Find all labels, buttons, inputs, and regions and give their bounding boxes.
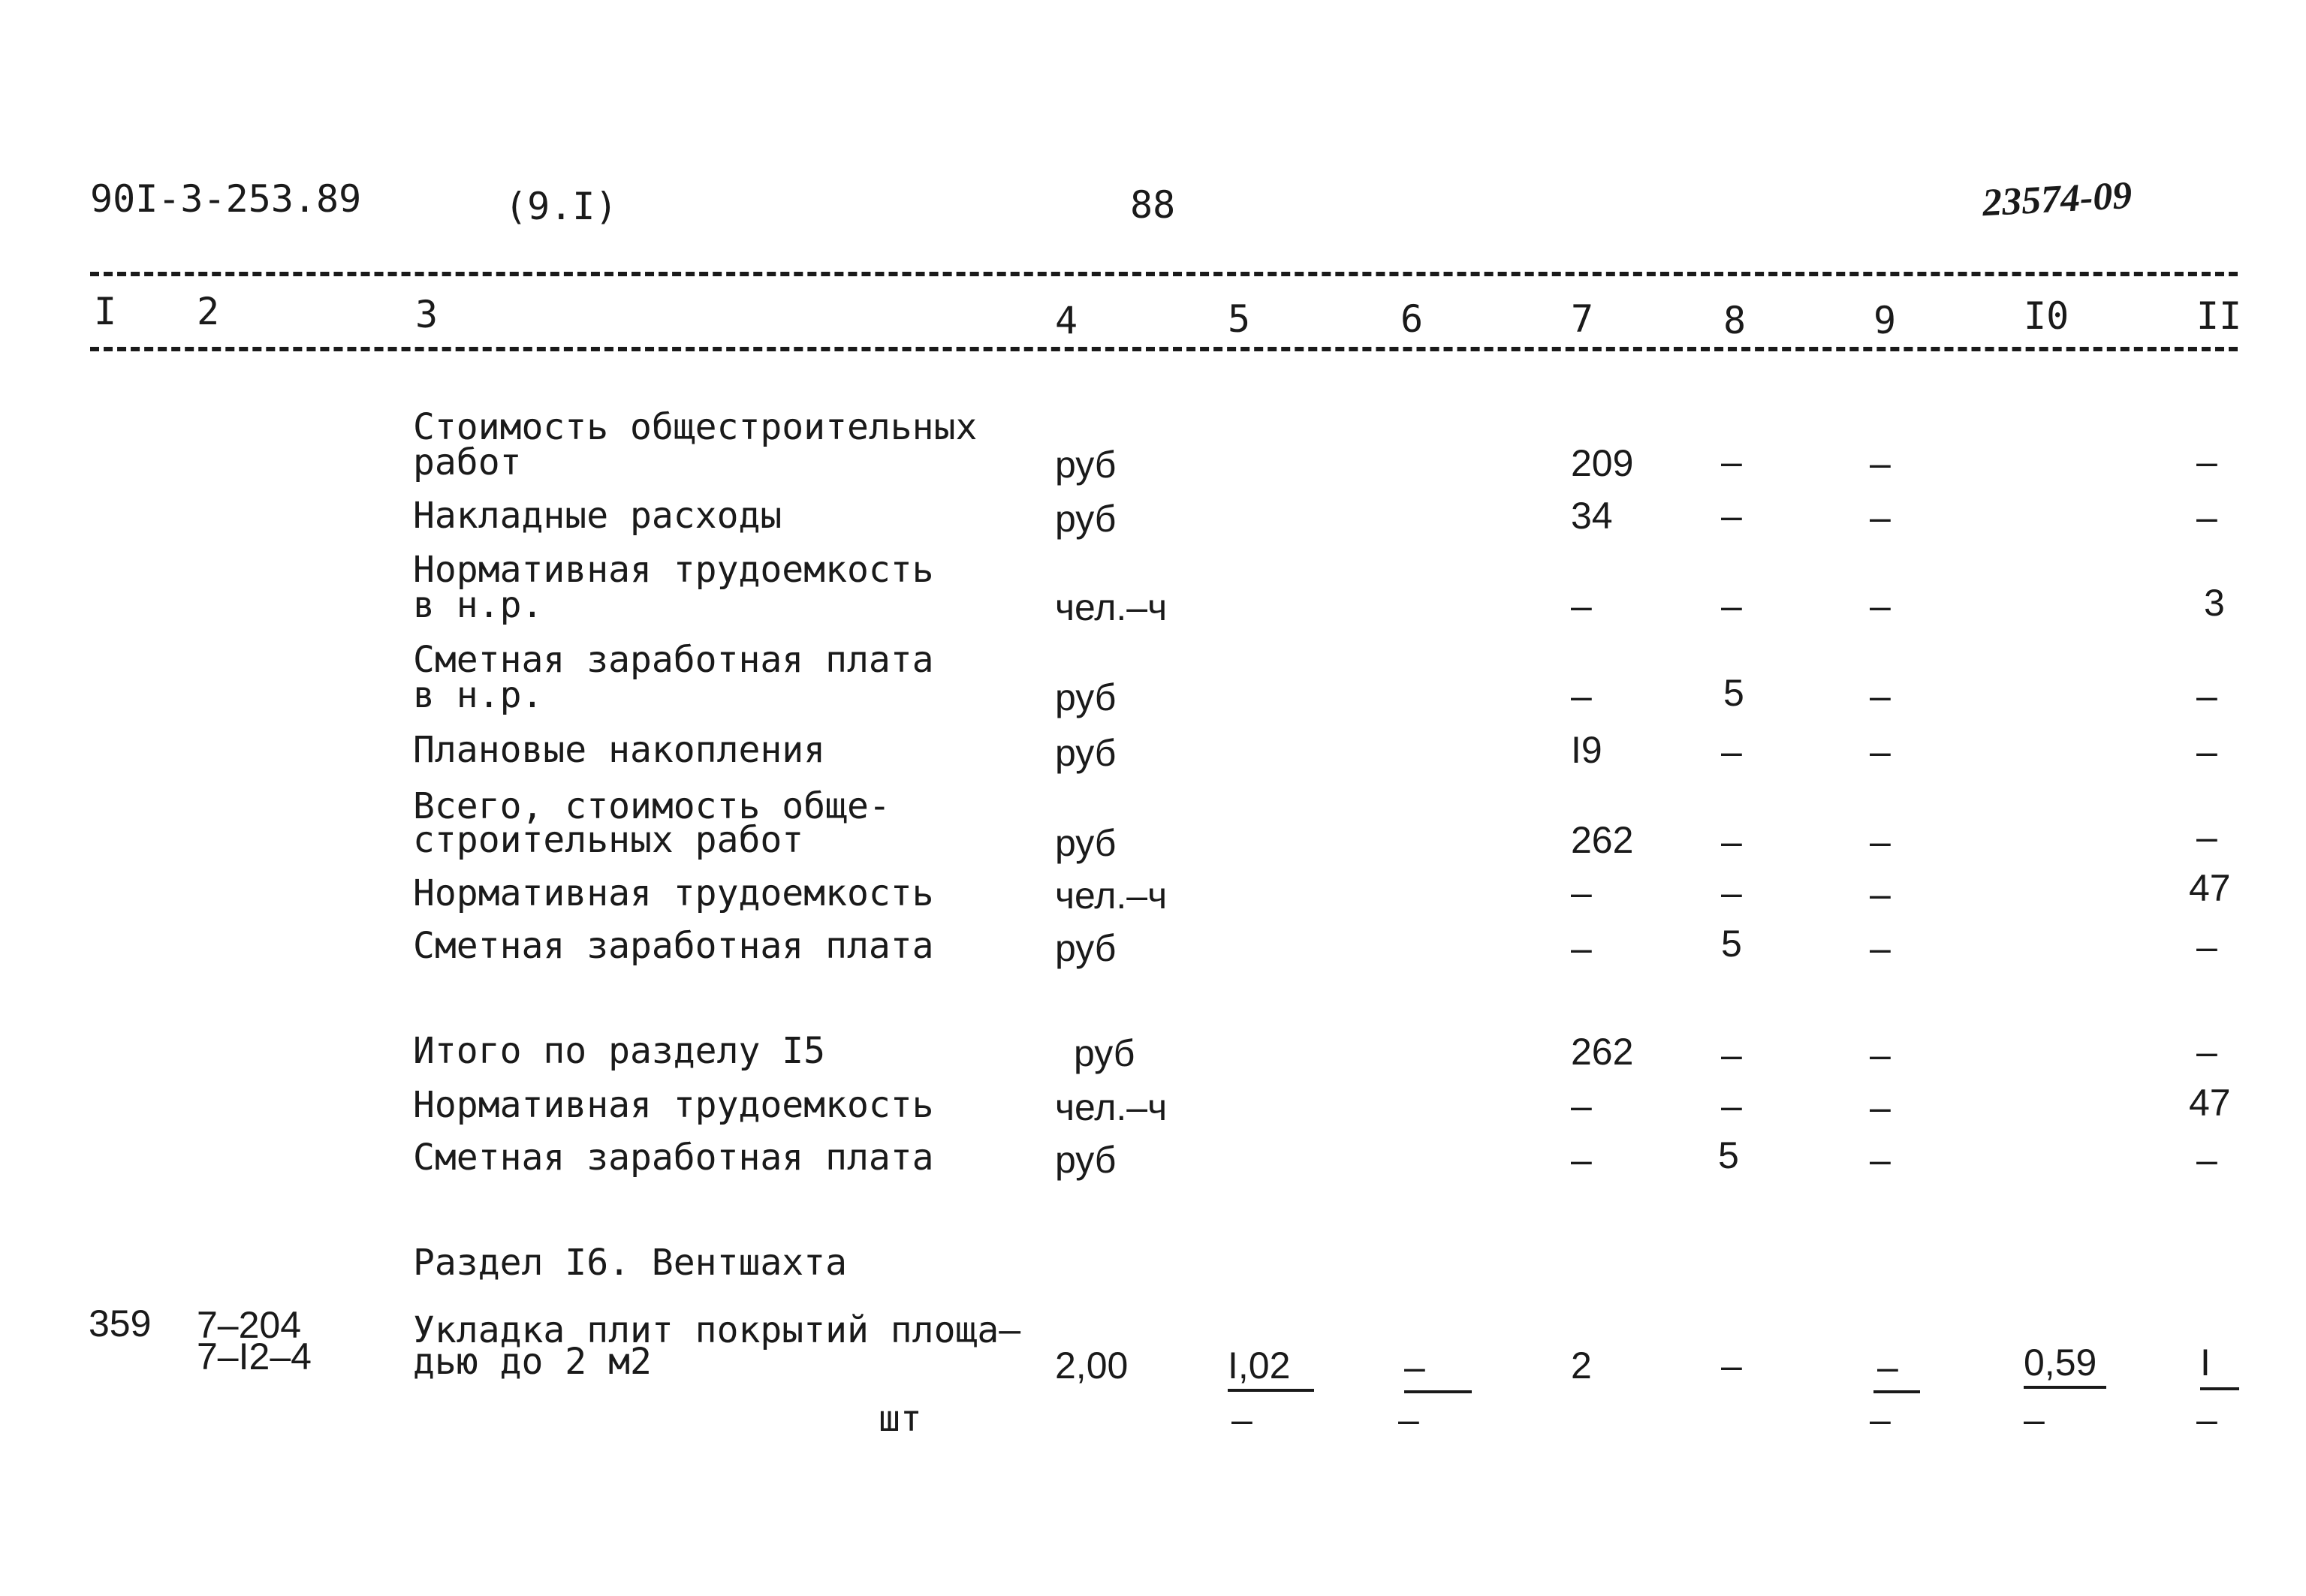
cell-col11: I	[2200, 1342, 2211, 1384]
cell-col11: –	[2196, 730, 2217, 772]
cell-col7: 262	[1571, 1031, 1634, 1073]
cell-col5: I,02	[1228, 1345, 1291, 1387]
handwritten-inventory-number: 23574-09	[1981, 173, 2133, 225]
column-header-4: 4	[1055, 299, 1078, 342]
underline	[2200, 1387, 2239, 1390]
cell-col8: 5	[1718, 1134, 1739, 1176]
cell-col8: –	[1721, 495, 1742, 537]
cell-col11: 47	[2189, 867, 2231, 909]
cell-col9-sub: –	[1870, 1399, 1891, 1441]
cell-col7: –	[1571, 872, 1592, 914]
cell-col8: –	[1721, 1034, 1742, 1076]
cell-col8: –	[1721, 821, 1742, 863]
cell-col11: 47	[2189, 1082, 2231, 1124]
unit-cell: чел.–ч	[1055, 1086, 1168, 1128]
unit-cell: руб	[1055, 1139, 1117, 1181]
unit-cell: руб	[1055, 676, 1117, 718]
cell-col8: –	[1721, 441, 1742, 483]
cell-col11: –	[2196, 496, 2217, 538]
cell-col11: –	[2196, 441, 2217, 483]
cell-col6-sub: –	[1398, 1399, 1419, 1441]
column-header-7: 7	[1571, 297, 1594, 341]
cell-col9: –	[1870, 730, 1891, 772]
unit-cell: шт	[879, 1398, 922, 1440]
cell-col9: –	[1870, 1034, 1891, 1076]
row-label: Сметная заработная плата	[413, 639, 934, 681]
cell-col8: 5	[1721, 923, 1742, 965]
row-label: Нормативная трудоемкость	[413, 549, 934, 591]
cell-col9: –	[1870, 496, 1891, 538]
column-header-6: 6	[1400, 297, 1424, 341]
row-label: Нормативная трудоемкость	[413, 872, 934, 914]
cell-col11: –	[2196, 1139, 2217, 1181]
cell-col9: –	[1877, 1346, 1898, 1388]
row-label: Укладка плит покрытий площа–	[413, 1309, 1021, 1351]
row-label: Сметная заработная плата	[413, 925, 934, 967]
item-code: 7–204	[197, 1304, 302, 1346]
row-label: дью до 2 м2	[413, 1341, 652, 1383]
row-label: работ	[413, 441, 522, 483]
row-label: Сметная заработная плата	[413, 1137, 934, 1179]
cell-col8: –	[1721, 730, 1742, 772]
cell-col11: –	[2196, 1031, 2217, 1073]
row-label: в н.р.	[413, 584, 544, 626]
row-label: Всего, стоимость обще-	[413, 785, 891, 827]
column-header-1: I	[94, 290, 117, 333]
section-code: (9.I)	[505, 185, 618, 228]
underline	[2024, 1386, 2106, 1389]
cell-col9: –	[1870, 873, 1891, 915]
cell-col7: 34	[1571, 495, 1613, 537]
cell-col11-sub: –	[2196, 1399, 2217, 1441]
cell-col11: –	[2196, 675, 2217, 717]
page-number: 88	[1130, 183, 1176, 227]
item-code: 7–I2–4	[197, 1336, 312, 1378]
cell-col8: –	[1721, 1085, 1742, 1127]
unit-cell: руб	[1055, 444, 1117, 486]
underline	[1228, 1389, 1314, 1392]
item-number: 359	[89, 1302, 152, 1345]
section-title: Раздел I6. Вентшахта	[413, 1242, 847, 1284]
row-label: Нормативная трудоемкость	[413, 1084, 934, 1126]
cell-col6: –	[1404, 1346, 1425, 1388]
cell-col4: 2,00	[1055, 1345, 1129, 1387]
column-header-3: 3	[415, 293, 439, 336]
cell-col8: –	[1721, 1345, 1742, 1387]
column-header-9: 9	[1873, 299, 1897, 342]
cell-col7: –	[1571, 1139, 1592, 1181]
cell-col9: –	[1870, 821, 1891, 863]
cell-col7: 2	[1571, 1345, 1592, 1387]
cell-col9: –	[1870, 1139, 1891, 1181]
row-label: Стоимость общестроительных	[413, 406, 978, 448]
cell-col7: –	[1571, 1085, 1592, 1127]
cell-col11: 3	[2204, 582, 2225, 624]
unit-cell: руб	[1055, 732, 1117, 774]
header-top-rule	[90, 272, 2238, 276]
cell-col11: –	[2196, 926, 2217, 968]
row-label: Накладные расходы	[413, 495, 782, 537]
cell-col7: 209	[1571, 442, 1634, 484]
cell-col7: I9	[1571, 729, 1602, 771]
cell-col7: –	[1571, 927, 1592, 969]
unit-cell: руб	[1055, 927, 1117, 969]
column-header-2: 2	[197, 290, 220, 333]
cell-col9: –	[1870, 1086, 1891, 1128]
row-label: Итого по разделу I5	[413, 1030, 826, 1072]
column-header-5: 5	[1228, 297, 1251, 341]
unit-cell: руб	[1055, 822, 1117, 864]
row-label: строительных работ	[413, 819, 804, 861]
unit-cell: чел.–ч	[1055, 875, 1168, 917]
cell-col7: 262	[1571, 819, 1634, 861]
cell-col8: –	[1721, 872, 1742, 914]
cell-col10: 0,59	[2024, 1342, 2097, 1384]
column-header-11: II	[2196, 294, 2242, 338]
cell-col11: –	[2196, 816, 2217, 858]
cell-col9: –	[1870, 585, 1891, 627]
cell-col7: –	[1571, 585, 1592, 627]
cell-col8: –	[1721, 585, 1742, 627]
document-code: 90I-3-253.89	[90, 177, 362, 221]
cell-col5-sub: –	[1231, 1399, 1252, 1441]
cell-col8: 5	[1723, 672, 1744, 714]
row-label: в н.р.	[413, 674, 544, 716]
underline	[1404, 1390, 1472, 1393]
column-header-10: I0	[2024, 294, 2069, 338]
column-header-8: 8	[1723, 299, 1747, 342]
unit-cell: руб	[1074, 1032, 1135, 1074]
cell-col9: –	[1870, 675, 1891, 717]
cell-col9: –	[1870, 442, 1891, 484]
unit-cell: руб	[1055, 498, 1117, 540]
cell-col9: –	[1870, 927, 1891, 969]
unit-cell: чел.–ч	[1055, 586, 1168, 628]
underline	[1873, 1390, 1920, 1393]
row-label: Плановые накопления	[413, 729, 826, 771]
cell-col7: –	[1571, 675, 1592, 717]
header-bottom-rule	[90, 347, 2238, 351]
cell-col10-sub: –	[2024, 1399, 2045, 1441]
